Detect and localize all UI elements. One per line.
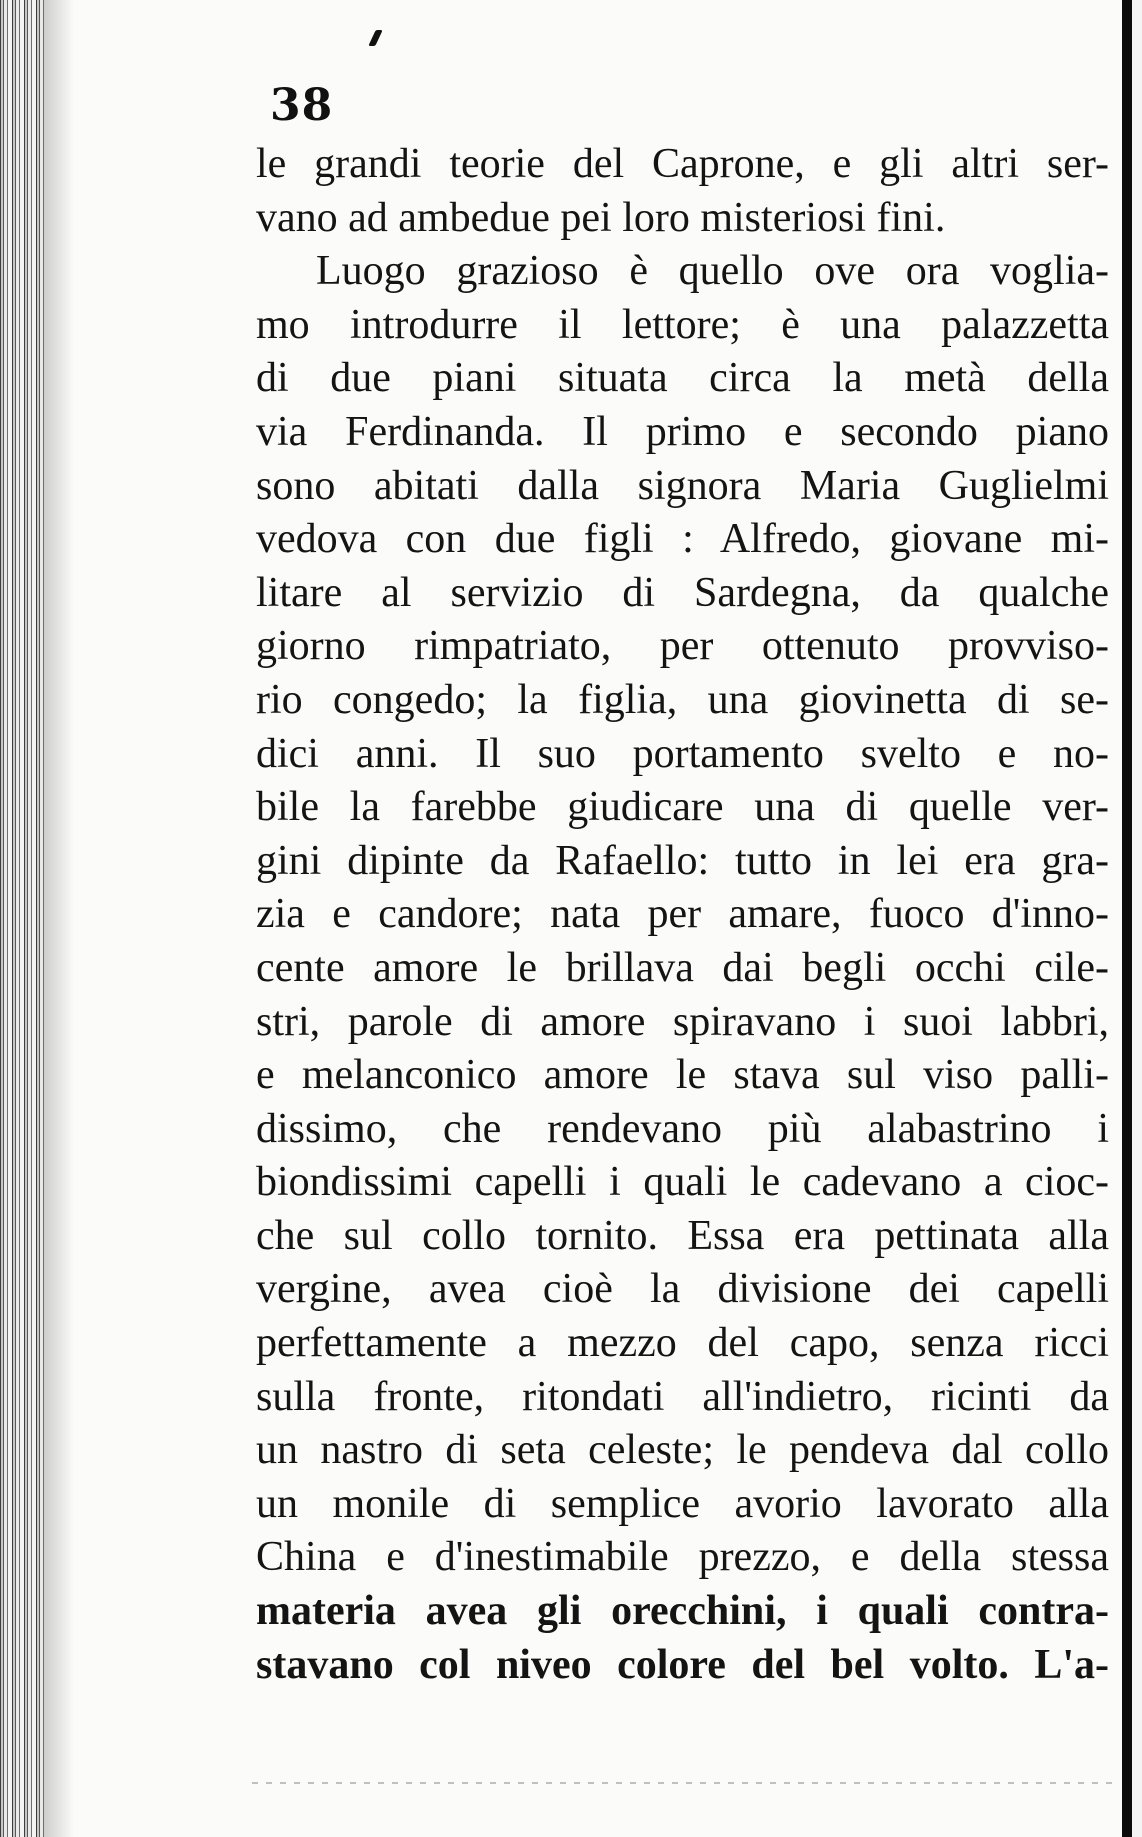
text-line: che sul collo tornito. Essa era pettinata alla <box>256 1212 1109 1259</box>
text-line: dissimo, che rendevano più alabastrino i <box>256 1105 1109 1152</box>
footer-smudge-line <box>252 1782 1112 1784</box>
body-text <box>256 138 1109 1692</box>
right-margin <box>1132 0 1142 1837</box>
text-line: materia avea gli orecchini, i quali contra- <box>256 1588 1109 1635</box>
text-line: un nastro di seta celeste; le pendeva dal collo <box>256 1427 1109 1474</box>
text-line: vano ad ambedue pei loro misteriosi fini. <box>256 194 946 241</box>
page-number: 38 <box>270 80 334 131</box>
text-line: giorno rimpatriato, per ottenuto provviso- <box>256 623 1109 670</box>
gutter-shadow <box>44 0 74 1837</box>
text-line: rio congedo; la figlia, una giovinetta di se- <box>256 676 1109 723</box>
text-line: dici anni. Il suo portamento svelto e no- <box>256 730 1109 777</box>
text-line: perfettamente a mezzo del capo, senza ricci <box>256 1320 1109 1367</box>
ink-mark <box>368 30 382 46</box>
text-line: vedova con due figli : Alfredo, giovane mi- <box>256 516 1109 563</box>
page-edge-bar <box>1122 0 1132 1837</box>
text-line: stri, parole di amore spiravano i suoi labbri, <box>256 998 1109 1045</box>
text-line: stavano col niveo colore del bel volto. L'a- <box>256 1641 1109 1688</box>
text-line: gini dipinte da Rafaello: tutto in lei era gra- <box>256 837 1109 884</box>
binding-gutter <box>0 0 44 1837</box>
text-line: vergine, avea cioè la divisione dei capelli <box>256 1266 1109 1313</box>
text-line: Luogo grazioso è quello ove ora voglia- <box>316 248 1109 295</box>
text-line: bile la farebbe giudicare una di quelle ver- <box>256 784 1109 831</box>
text-line: China e d'inestimabile prezzo, e della stessa <box>256 1534 1109 1581</box>
text-line: un monile di semplice avorio lavorato alla <box>256 1480 1109 1527</box>
text-line: sulla fronte, ritondati all'indietro, ricinti da <box>256 1373 1109 1420</box>
text-line: zia e candore; nata per amare, fuoco d'inno- <box>256 891 1109 938</box>
text-line: via Ferdinanda. Il primo e secondo piano <box>256 408 1109 455</box>
text-line: le grandi teorie del Caprone, e gli altri ser- <box>256 141 1109 187</box>
text-line: sono abitati dalla signora Maria Guglielmi <box>256 462 1109 509</box>
text-line: di due piani situata circa la metà della <box>256 355 1109 402</box>
text-line: mo introdurre il lettore; è una palazzetta <box>256 301 1109 348</box>
text-line: litare al servizio di Sardegna, da qualche <box>256 569 1109 616</box>
text-line: cente amore le brillava dai begli occhi cile- <box>256 944 1109 991</box>
text-line: e melanconico amore le stava sul viso palli- <box>256 1052 1109 1099</box>
text-line: biondissimi capelli i quali le cadevano a cioc- <box>256 1159 1109 1206</box>
